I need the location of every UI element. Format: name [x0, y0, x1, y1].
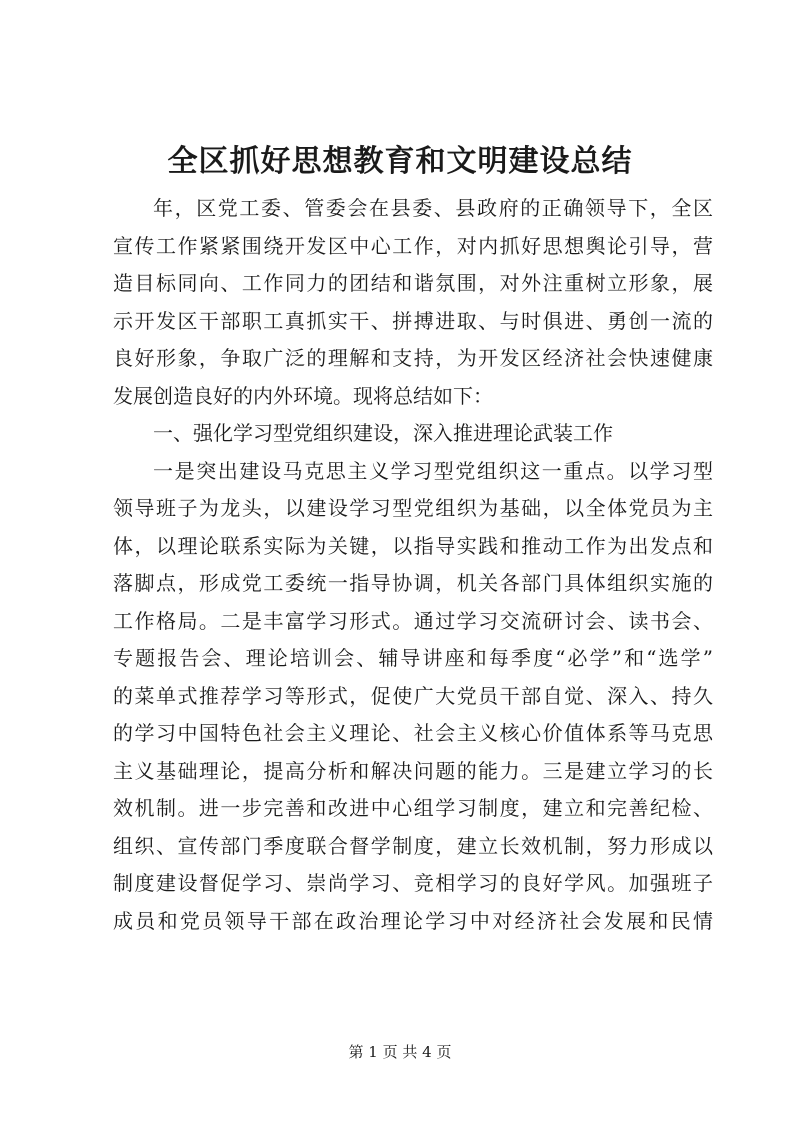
body-line: 领导班子为龙头，以建设学习型党组织为基础，以全体党员为主: [113, 496, 713, 520]
body-line: 的菜单式推荐学习等形式，促使广大党员干部自觉、深入、持久: [113, 683, 713, 708]
document-body: [113, 190, 713, 940]
body-line: 成员和党员领导干部在政治理论学习中对经济社会发展和民情: [113, 908, 713, 933]
body-line: 示开发区干部职工真抓实干、拼搏进取、与时俱进、勇创一流的: [113, 308, 713, 333]
page-number-footer: 第 1 页 共 4 页: [348, 1043, 452, 1061]
body-line: 造目标同向、工作同力的团结和谐氛围，对外注重树立形象，展: [113, 271, 713, 295]
body-line: 体，以理论联系实际为关键，以指导实践和推动工作为出发点和: [113, 533, 713, 558]
body-line: 发展创造良好的内外环境。现将总结如下：: [113, 383, 493, 408]
body-line: 的学习中国特色社会主义理论、社会主义核心价值体系等马克思: [113, 721, 713, 745]
body-line: 效机制。进一步完善和改进中心组学习制度，建立和完善纪检、: [113, 796, 713, 820]
body-line: 年，区党工委、管委会在县委、县政府的正确领导下，全区: [153, 196, 713, 220]
body-line: 一是突出建设马克思主义学习型党组织这一重点。以学习型: [153, 458, 713, 483]
body-line: 专题报告会、理论培训会、辅导讲座和每季度“必学”和“选学”: [113, 646, 713, 670]
body-line: 组织、宣传部门季度联合督学制度，建立长效机制，努力形成以: [113, 833, 713, 858]
body-line: 宣传工作紧紧围绕开发区中心工作，对内抓好思想舆论引导，营: [113, 233, 713, 258]
document-title: 全区抓好思想教育和文明建设总结: [167, 144, 633, 179]
body-line: 制度建设督促学习、崇尚学习、竞相学习的良好学风。加强班子: [113, 871, 713, 895]
body-line: 落脚点，形成党工委统一指导协调，机关各部门具体组织实施的: [113, 571, 713, 595]
section-heading: 一、强化学习型党组织建设，深入推进理论武装工作: [153, 421, 613, 445]
body-line: 主义基础理论，提高分析和解决问题的能力。三是建立学习的长: [113, 758, 713, 783]
body-line: 工作格局。二是丰富学习形式。通过学习交流研讨会、读书会、: [113, 608, 713, 633]
body-line: 良好形象，争取广泛的理解和支持，为开发区经济社会快速健康: [113, 346, 713, 370]
